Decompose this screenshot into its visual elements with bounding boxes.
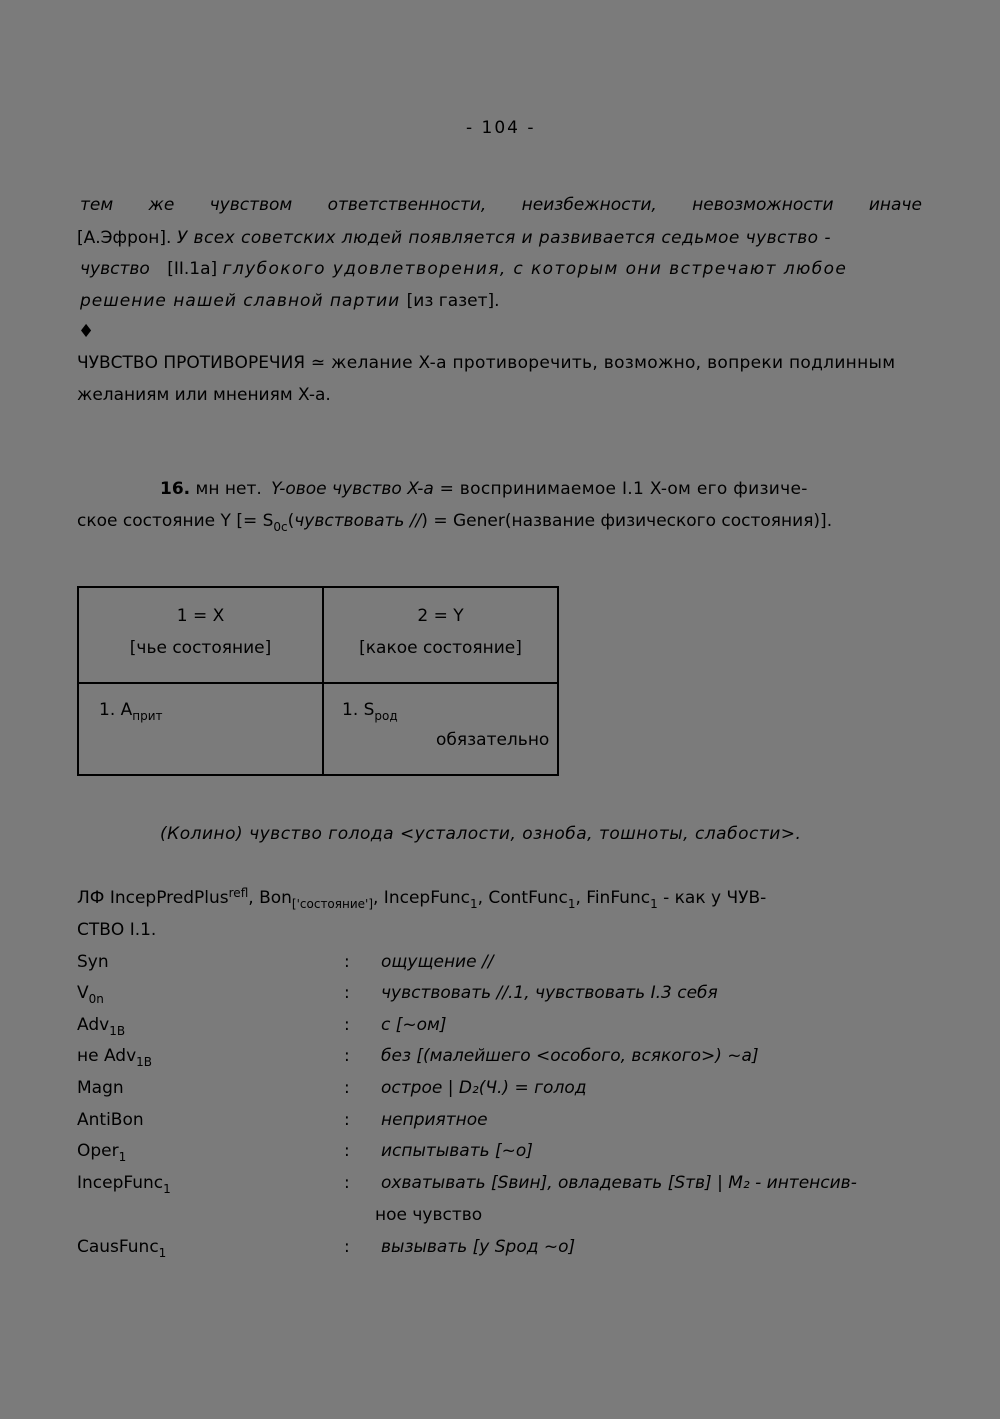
entry2-line1 xyxy=(77,351,895,375)
word: чувством xyxy=(209,195,293,215)
example-text: глубокого удовлетворения, с которым они встречают любое xyxy=(222,259,848,279)
lf-name: , Bon xyxy=(248,888,292,908)
subscript: 1 xyxy=(158,1246,167,1260)
lf-value: вызывать [у Sрод ~о] xyxy=(381,1237,576,1257)
table-cell-2-note: обязательно xyxy=(436,730,550,750)
lf-key xyxy=(77,1139,126,1163)
definition-italic: чувствовать // xyxy=(294,511,422,531)
lf-colon: : xyxy=(344,1078,350,1098)
lf-value: острое | D₂(Ч.) = голод xyxy=(381,1078,587,1098)
example-text: решение нашей славной партии xyxy=(80,291,407,311)
lf-key-text: V xyxy=(77,983,89,1003)
lf-key-text: Syn xyxy=(77,952,109,972)
lf-key xyxy=(77,1044,152,1068)
word: иначе xyxy=(868,195,922,215)
word: неизбежности, xyxy=(521,195,657,215)
subscript: 1 xyxy=(469,897,478,911)
example-text: чувство xyxy=(80,259,156,279)
table-header-2 xyxy=(324,600,557,664)
lf-value: охватывать [Sвин], овладевать [Sтв] | M₂ - интенсив- xyxy=(381,1173,857,1193)
lf-key xyxy=(77,1171,171,1195)
subscript: 1 xyxy=(163,1182,171,1196)
table-divider xyxy=(79,682,557,684)
government-table xyxy=(77,586,559,776)
lf-name: , ContFunc xyxy=(477,888,568,908)
lf-colon: : xyxy=(344,1046,350,1066)
citation: [А.Эфрон]. xyxy=(77,228,177,248)
para1-line2 xyxy=(77,226,922,250)
reference: [II.1a] xyxy=(167,259,223,279)
lf-colon: : xyxy=(344,1237,350,1257)
entry-definition: ≃ желание X-а противоречить, возможно, вопреки подлинным xyxy=(305,353,896,373)
lf-key-text: CausFunc xyxy=(77,1237,159,1257)
lf-colon: : xyxy=(344,952,350,972)
header-2-line2: [какое состояние] xyxy=(359,638,522,658)
lf-colon: : xyxy=(344,983,350,1003)
definition-part: ( xyxy=(287,511,295,531)
subscript: род xyxy=(374,709,398,723)
lf-value: ощущение // xyxy=(381,952,494,972)
header-1-line1: 1 = X xyxy=(176,606,225,626)
para1-line3 xyxy=(80,257,847,281)
lf-value: с [~ом] xyxy=(381,1015,447,1035)
section-term: Y-овое чувство X-а xyxy=(271,479,434,499)
lf-intro-line1 xyxy=(77,886,766,910)
subscript: 1 xyxy=(650,897,658,911)
section-definition: = воспринимаемое I.1 X-ом его физиче- xyxy=(433,479,808,499)
para1-line1 xyxy=(80,193,922,217)
subscript: 0n xyxy=(88,992,104,1006)
lf-key-text: Adv xyxy=(77,1015,110,1035)
table-cell-1 xyxy=(99,698,163,722)
lf-key xyxy=(77,981,104,1005)
example-text: У всех советских людей появляется и развивается седьмое чувство - xyxy=(176,228,831,248)
table-cell-2 xyxy=(342,698,398,722)
section16-line1 xyxy=(160,477,808,501)
subscript: 1 xyxy=(118,1150,127,1164)
subscript: 1B xyxy=(136,1055,153,1069)
lf-key-text: IncepFunc xyxy=(77,1173,164,1193)
superscript: refl xyxy=(228,886,249,900)
word: невозможности xyxy=(692,195,834,215)
lf-value: испытывать [~о] xyxy=(381,1141,533,1161)
lf-colon: : xyxy=(344,1110,350,1130)
lf-key xyxy=(77,1013,125,1037)
subscript: 1B xyxy=(109,1024,126,1038)
header-1-line2: [чье состояние] xyxy=(129,638,272,658)
subscript: прит xyxy=(132,709,163,723)
lf-key xyxy=(77,1235,166,1259)
section16-line2 xyxy=(77,509,832,533)
entry2-line2: желаниям или мнениям X-а. xyxy=(77,385,331,405)
lf-intro-line2: СТВО I.1. xyxy=(77,920,157,940)
table-header-1 xyxy=(79,600,322,664)
lf-colon: : xyxy=(344,1173,350,1193)
lf-key xyxy=(77,950,109,974)
entry-term: ЧУВСТВО ПРОТИВОРЕЧИЯ xyxy=(77,353,306,373)
diamond-icon: ♦ xyxy=(78,321,95,342)
citation: [из газет]. xyxy=(406,291,500,311)
example-line: (Колино) чувство голода <усталости, озноба, тошноты, слабости>. xyxy=(160,824,802,844)
lf-name: , FinFunc xyxy=(575,888,651,908)
lf-name: , IncepFunc xyxy=(373,888,470,908)
lf-key-text: Oper xyxy=(77,1141,119,1161)
section-number: 16. xyxy=(160,479,191,499)
word: тем xyxy=(80,195,114,215)
lf-text: - как у ЧУВ- xyxy=(657,888,767,908)
lf-key-text: Magn xyxy=(77,1078,124,1098)
lf-key xyxy=(77,1076,124,1100)
page-number: - 104 - xyxy=(466,118,536,138)
section-label: мн нет. xyxy=(190,479,268,499)
word: ответственности, xyxy=(327,195,487,215)
lf-colon: : xyxy=(344,1141,350,1161)
definition-part: ) = Gener(название физического состояния)]. xyxy=(421,511,833,531)
cell-text: 1. S xyxy=(342,700,375,720)
word: же xyxy=(148,195,175,215)
lf-value: чувствовать //.1, чувствовать I.3 себя xyxy=(381,983,718,1003)
lf-colon: : xyxy=(344,1015,350,1035)
header-2-line1: 2 = Y xyxy=(417,606,464,626)
para1-line4 xyxy=(80,289,500,313)
lf-key-text: не Adv xyxy=(77,1046,137,1066)
subscript: 1 xyxy=(567,897,576,911)
lf-key xyxy=(77,1108,144,1132)
cell-text: 1. A xyxy=(99,700,133,720)
subscript: ['состояние'] xyxy=(291,897,373,911)
lf-value: без [(малейшего <особого, всякого>) ~а] xyxy=(381,1046,759,1066)
lf-value: ное чувство xyxy=(375,1205,483,1225)
subscript: 0c xyxy=(273,520,288,534)
lf-name: ЛФ IncepPredPlus xyxy=(77,888,229,908)
definition-part: ское состояние Y [= S xyxy=(77,511,274,531)
lf-key-text: AntiBon xyxy=(77,1110,144,1130)
lf-value: неприятное xyxy=(381,1110,488,1130)
